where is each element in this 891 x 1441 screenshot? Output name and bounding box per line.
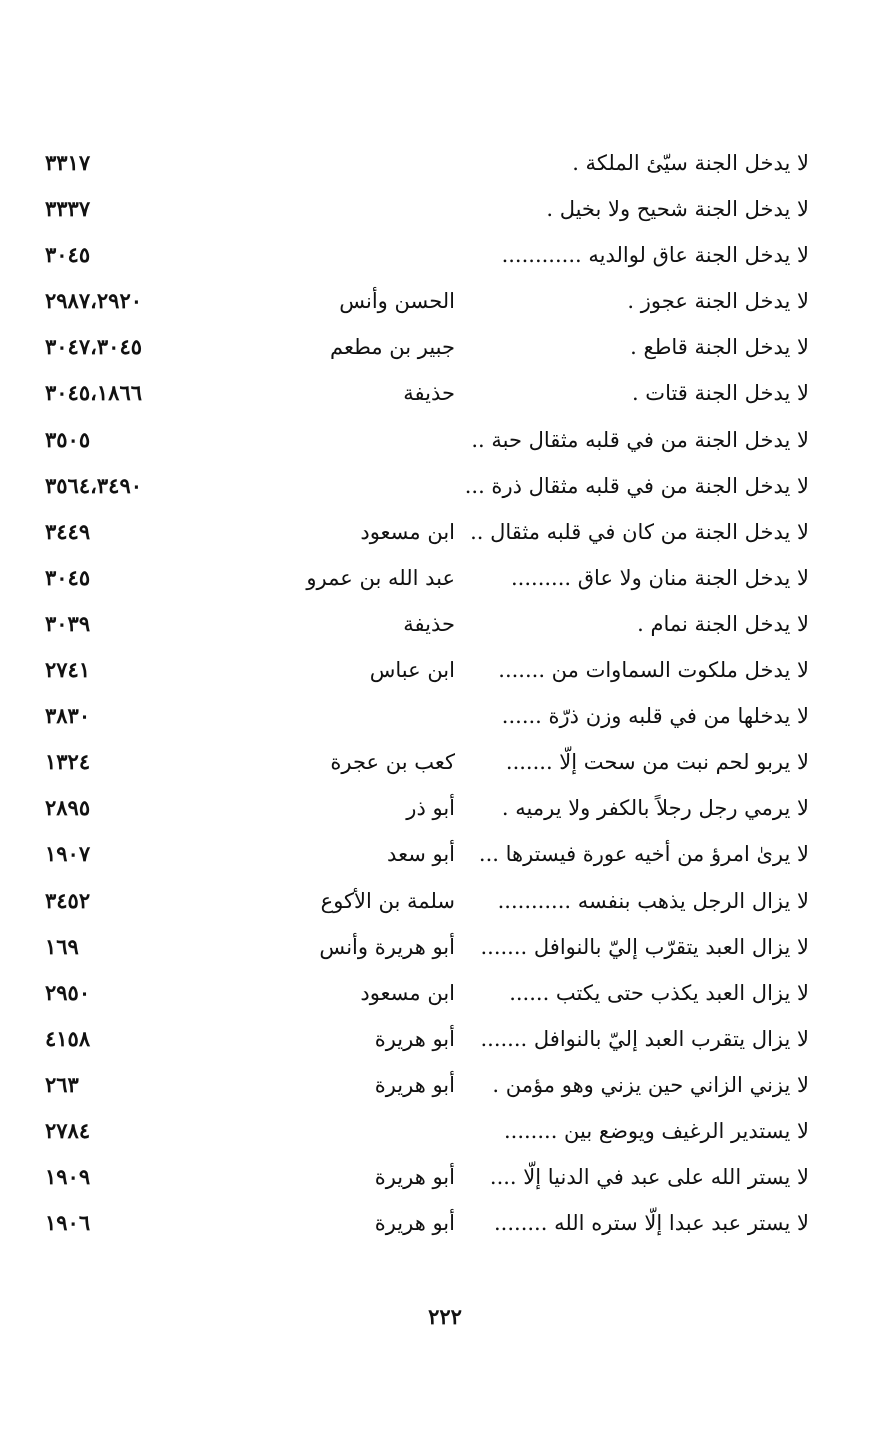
- reference-number: ٣٤٤٩: [45, 518, 91, 544]
- hadith-text: لا يدخل الجنة من في قلبه مثقال ذرة ...: [464, 473, 809, 498]
- narrator-name: ابن مسعود: [360, 519, 455, 544]
- reference-number: ٣٥٠٥: [45, 426, 91, 452]
- index-row: [0, 788, 891, 834]
- reference-number: ٣٠٤٥: [45, 242, 91, 268]
- hadith-text: لا يدخل ملكوت السماوات من .......: [498, 658, 809, 683]
- reference-number: ٣٨٣٠: [45, 703, 91, 729]
- reference-number: ٣٠٣٩: [45, 610, 91, 636]
- hadith-text: لا يستر الله على عبد في الدنيا إلّا ....: [489, 1165, 809, 1190]
- reference-number: ١٩٠٩: [45, 1164, 91, 1190]
- hadith-text: لا يزال الرجل يذهب بنفسه ...........: [497, 888, 809, 913]
- index-row: [0, 235, 891, 281]
- hadith-text: لا يدخلها من في قلبه وزن ذرّة ......: [501, 704, 809, 729]
- index-row: [0, 1111, 891, 1157]
- reference-number: ١٩٠٦: [45, 1210, 91, 1236]
- hadith-text: لا يدخل الجنة من كان في قلبه مثقال ..: [470, 519, 809, 544]
- hadith-text: لا يستر عبد عبدا إلّا ستره الله ........: [494, 1211, 809, 1236]
- reference-number: ٣٣٣٧: [45, 196, 91, 222]
- reference-number: ٢٨٩٥: [45, 795, 91, 821]
- reference-number: ١٦٩: [45, 933, 79, 959]
- index-row: [0, 558, 891, 604]
- reference-number: ٢٦٣: [45, 1071, 79, 1097]
- narrator-name: أبو سعد: [387, 842, 455, 867]
- hadith-text: لا يدخل الجنة من في قلبه مثقال حبة ..: [471, 427, 809, 452]
- index-row: [0, 420, 891, 466]
- hadith-text: لا يدخل الجنة عاق لوالديه ............: [501, 243, 809, 268]
- hadith-text: لا يزال العبد يكذب حتى يكتب ......: [509, 980, 809, 1005]
- hadith-text: لا يدخل الجنة سيّئ الملكة .: [572, 151, 809, 175]
- hadith-text: لا يزني الزاني حين يزني وهو مؤمن .: [492, 1072, 809, 1097]
- narrator-name: عبد الله بن عمرو: [306, 565, 455, 590]
- index-row: [0, 1203, 891, 1249]
- narrator-name: أبو هريرة: [374, 1211, 455, 1236]
- index-row: [0, 1157, 891, 1203]
- hadith-text: لا يرمي رجل رجلاً بالكفر ولا يرميه .: [501, 796, 809, 821]
- index-row: [0, 696, 891, 742]
- hadith-text: لا يدخل الجنة عجوز .: [627, 289, 809, 314]
- narrator-name: أبو هريرة: [374, 1026, 455, 1051]
- index-row: [0, 650, 891, 696]
- index-row: [0, 189, 891, 235]
- narrator-name: ابن مسعود: [360, 980, 455, 1005]
- narrator-name: ابن عباس: [369, 658, 455, 683]
- index-row: [0, 1065, 891, 1111]
- index-row: [0, 881, 891, 927]
- narrator-name: أبو هريرة وأنس: [319, 934, 455, 959]
- reference-number: ١٩٠٧: [45, 841, 91, 867]
- narrator-name: أبو هريرة: [374, 1072, 455, 1097]
- index-row: [0, 327, 891, 373]
- index-row: [0, 466, 891, 512]
- hadith-text: لا يرىٰ امرؤ من أخيه عورة فيسترها ...: [478, 842, 809, 867]
- hadith-text: لا يدخل الجنة قاطع .: [630, 335, 809, 360]
- reference-number: ١٣٢٤: [45, 749, 91, 775]
- index-row: [0, 512, 891, 558]
- narrator-name: حذيفة: [403, 611, 455, 636]
- index-row: [0, 281, 891, 327]
- reference-number: ٢٧٤١: [45, 657, 91, 683]
- reference-number: ٣٠٤٧،٣٠٤٥: [45, 334, 143, 360]
- narrator-name: أبو هريرة: [374, 1165, 455, 1190]
- index-row: [0, 373, 891, 419]
- hadith-text: لا يدخل الجنة منان ولا عاق .........: [511, 565, 809, 590]
- hadith-text: لا يستدير الرغيف ويوضع بين ........: [503, 1118, 809, 1143]
- index-row: [0, 973, 891, 1019]
- hadith-index-list: [0, 143, 891, 1249]
- narrator-name: سلمة بن الأكوع: [320, 888, 455, 913]
- hadith-text: لا يدخل الجنة شحيح ولا بخيل .: [546, 197, 809, 222]
- narrator-name: الحسن وأنس: [339, 289, 455, 314]
- page-number: ٢٢٢: [428, 1304, 462, 1329]
- reference-number: ٢٩٨٧،٢٩٢٠: [45, 288, 143, 314]
- reference-number: ٣٣١٧: [45, 150, 91, 175]
- narrator-name: حذيفة: [403, 381, 455, 406]
- narrator-name: جبير بن مطعم: [329, 335, 455, 360]
- reference-number: ٢٩٥٠: [45, 979, 91, 1005]
- hadith-text: لا يدخل الجنة نمام .: [637, 611, 809, 636]
- reference-number: ٢٧٨٤: [45, 1117, 91, 1143]
- index-row: [0, 604, 891, 650]
- index-row: [0, 742, 891, 788]
- index-row: [0, 143, 891, 189]
- reference-number: ٣٠٤٥: [45, 564, 91, 590]
- index-row: [0, 834, 891, 880]
- narrator-name: كعب بن عجرة: [330, 750, 455, 775]
- hadith-text: لا يزال العبد يتقرّب إليّ بالنوافل .......: [480, 934, 809, 959]
- index-row: [0, 1019, 891, 1065]
- hadith-text: لا يدخل الجنة قتات .: [631, 381, 809, 406]
- reference-number: ٣٤٥٢: [45, 887, 91, 913]
- index-row: [0, 927, 891, 973]
- narrator-name: أبو ذر: [406, 796, 455, 821]
- reference-number: ٤١٥٨: [45, 1025, 91, 1051]
- hadith-text: لا يزال يتقرب العبد إليّ بالنوافل .......: [480, 1026, 809, 1051]
- hadith-text: لا يربو لحم نبت من سحت إلّا .......: [505, 750, 809, 775]
- reference-number: ٣٥٦٤،٣٤٩٠: [45, 472, 143, 498]
- reference-number: ٣٠٤٥،١٨٦٦: [45, 380, 143, 406]
